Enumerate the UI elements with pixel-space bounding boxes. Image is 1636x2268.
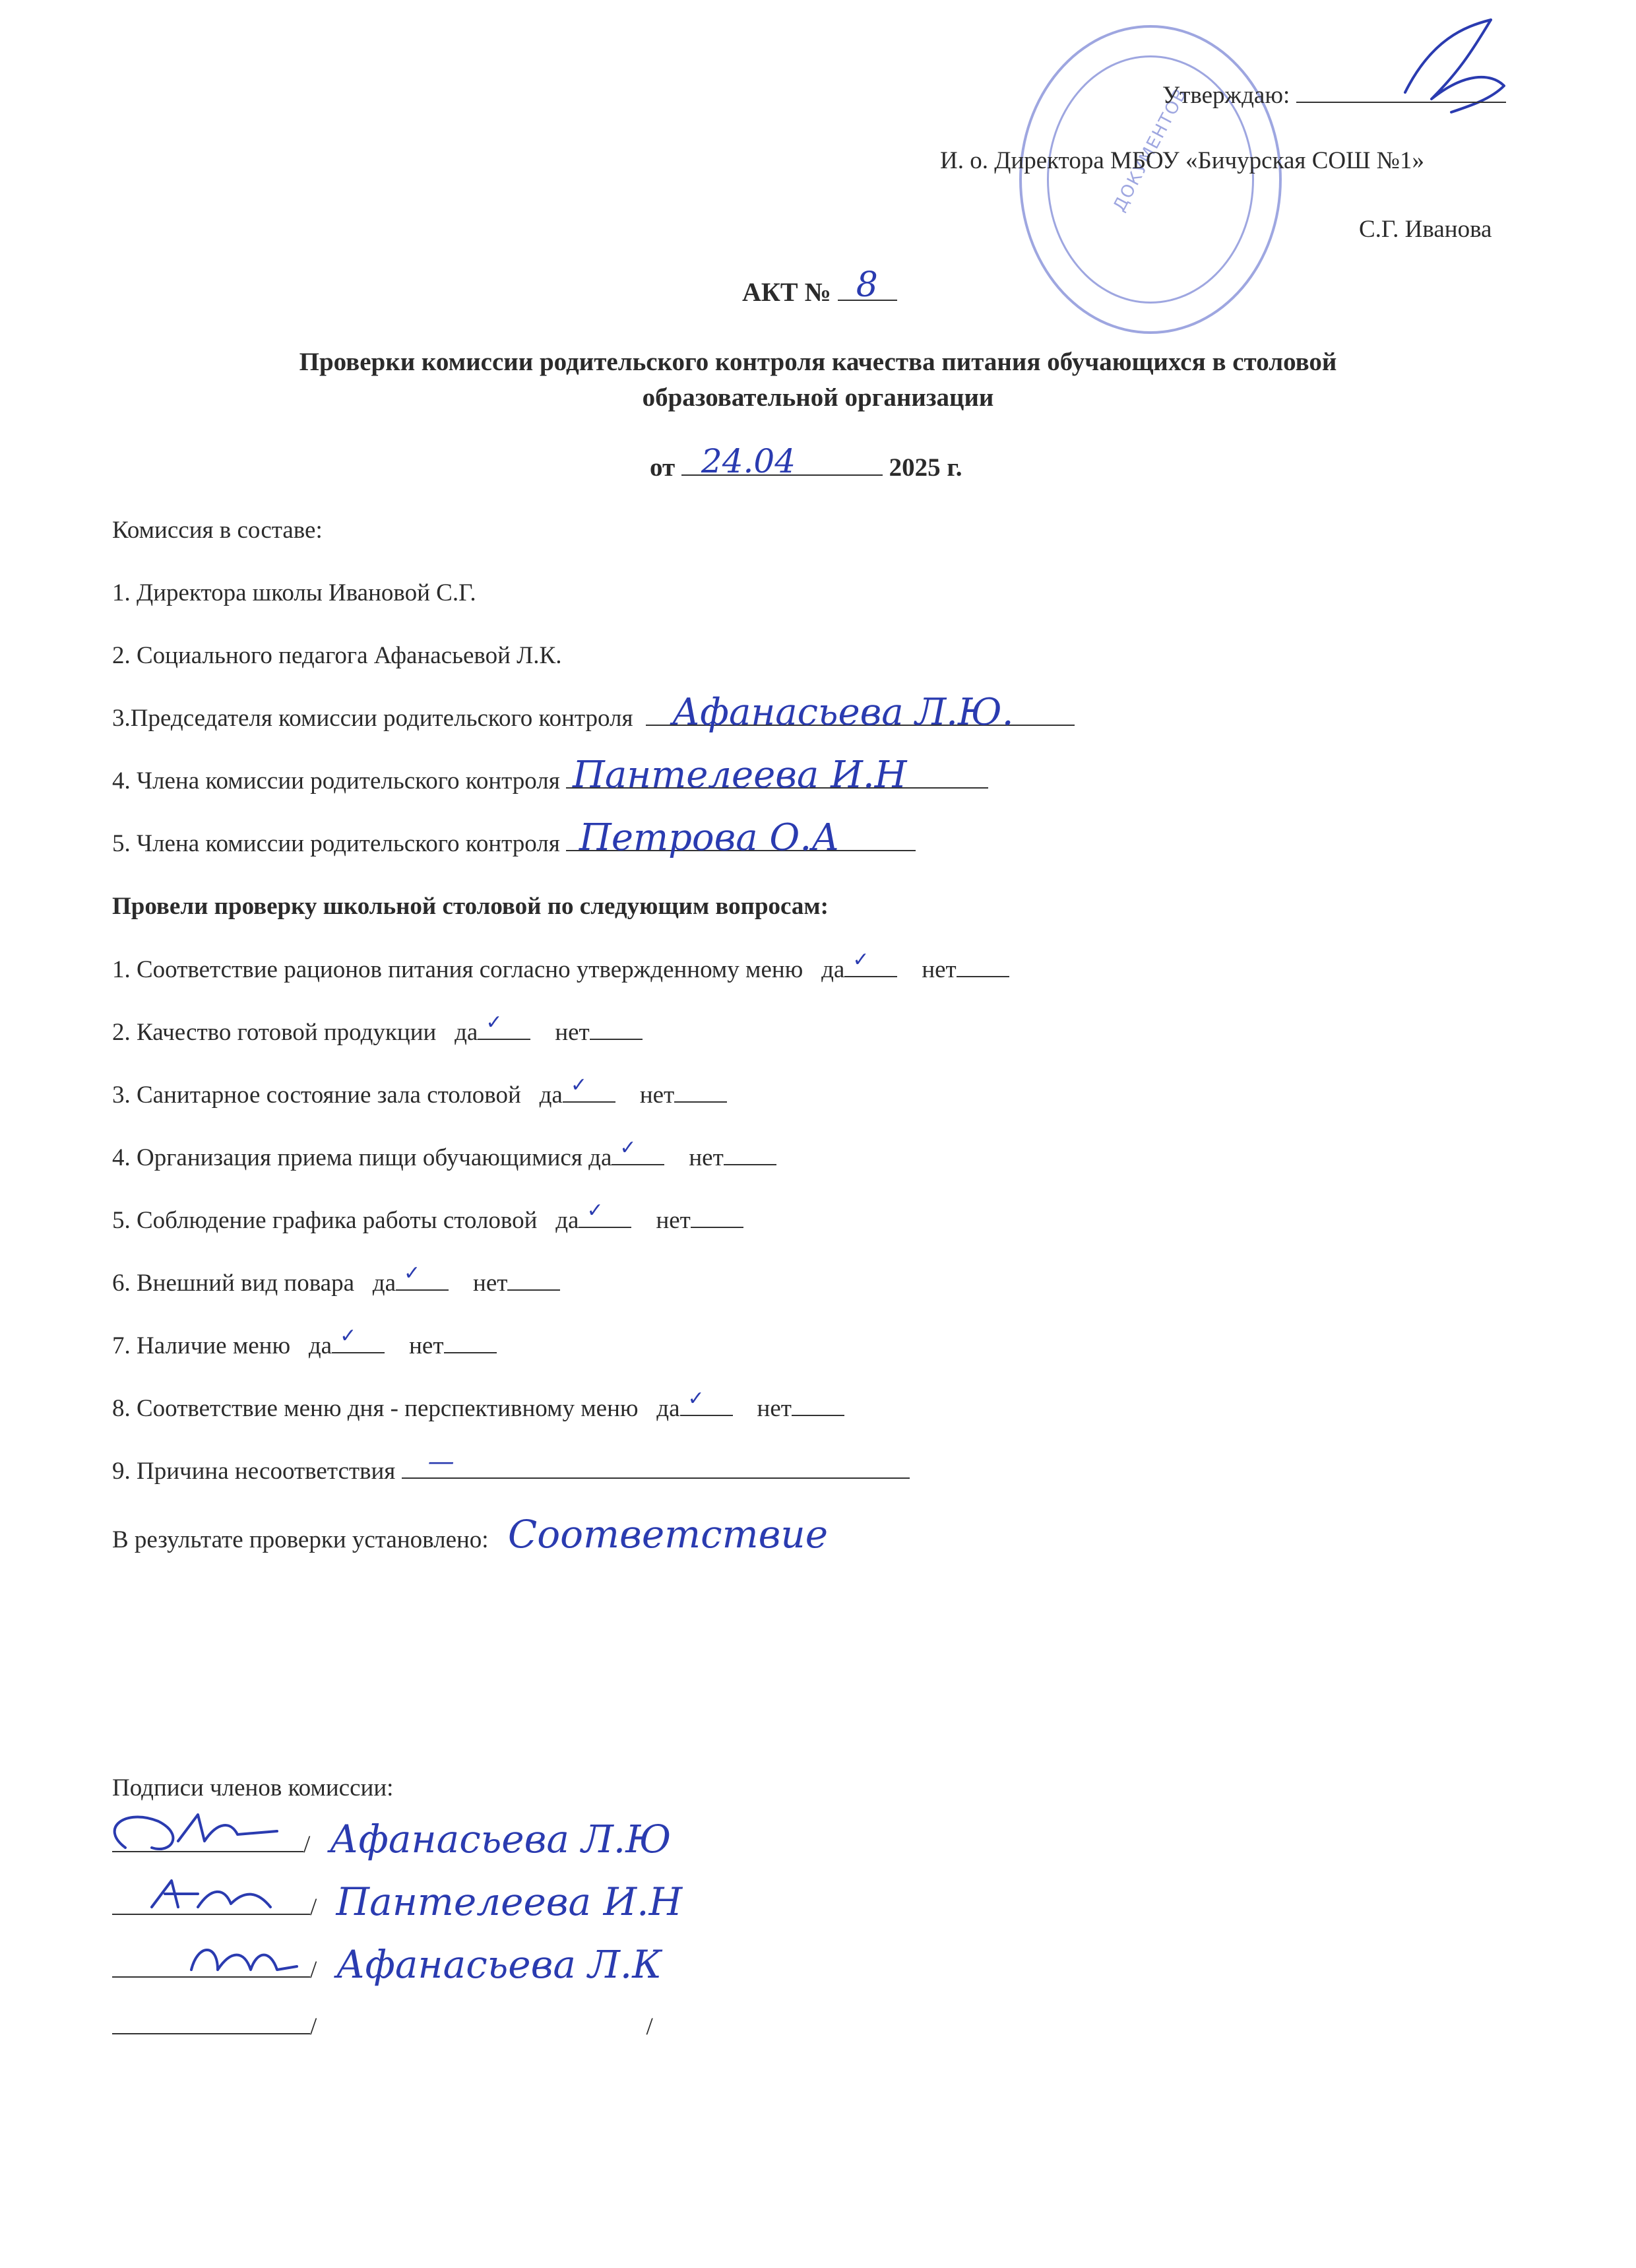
signature-name-1: Афанасьева Л.Ю bbox=[329, 1817, 672, 1862]
member-5-handwritten-name: Петрова О.А bbox=[579, 816, 840, 859]
check-mark-2: ✓ bbox=[486, 1011, 503, 1034]
check-mark-8: ✓ bbox=[687, 1387, 705, 1410]
commission-member-4: 4. Члена комиссии родительского контроля Пантелеева И.Н bbox=[112, 767, 988, 796]
commission-member-2: 2. Социального педагога Афанасьевой Л.К. bbox=[112, 642, 562, 669]
act-date: от 24.04 2025 г. bbox=[650, 442, 962, 482]
check-item-7: 7. Наличие меню да ✓ нет bbox=[112, 1332, 497, 1361]
director-name: С.Г. Иванова bbox=[1359, 216, 1492, 243]
check-mark-1: ✓ bbox=[852, 948, 869, 971]
check-item-6: 6. Внешний вид повара да ✓ нет bbox=[112, 1269, 560, 1298]
approve-label: Утверждаю: bbox=[1162, 81, 1506, 110]
stamp-text: ДОКУМЕНТОВ bbox=[1110, 84, 1191, 215]
signature-row-2: / Пантелеева И.Н bbox=[112, 1887, 682, 1922]
act-subtitle-line2: образовательной организации bbox=[642, 383, 994, 412]
signature-3 bbox=[178, 1930, 310, 1990]
commission-member-1: 1. Директора школы Ивановой С.Г. bbox=[112, 579, 476, 606]
act-title: АКТ № 8 bbox=[742, 276, 897, 307]
signature-2 bbox=[139, 1867, 290, 1927]
signatures-label: Подписи членов комиссии: bbox=[112, 1774, 394, 1801]
result-value: Соответствие bbox=[507, 1512, 829, 1557]
check-item-1: 1. Соответствие рационов питания согласно утвержденному меню да ✓ нет bbox=[112, 956, 1009, 985]
check-result: В результате проверки установлено: Соответствие bbox=[112, 1512, 829, 1557]
check-heading: Провели проверку школьной столовой по следующим вопросам: bbox=[112, 893, 829, 920]
approve-signature-line bbox=[1296, 81, 1506, 103]
check-item-5: 5. Соблюдение графика работы столовой да ✓ нет bbox=[112, 1206, 743, 1235]
commission-member-5: 5. Члена комиссии родительского контроля Петрова О.А bbox=[112, 829, 916, 859]
signature-name-3: Афанасьева Л.К bbox=[336, 1942, 662, 1987]
check-mark-4: ✓ bbox=[619, 1136, 637, 1159]
check-mark-6: ✓ bbox=[404, 1262, 421, 1285]
check-item-2: 2. Качество готовой продукции да ✓ нет bbox=[112, 1018, 643, 1047]
act-date-value: 24.04 bbox=[701, 442, 796, 480]
reason-value: — bbox=[427, 1446, 455, 1477]
member-3-handwritten-name: Афанасьева Л.Ю. bbox=[672, 691, 1014, 734]
director-position: И. о. Директора МБОУ «Бичурская СОШ №1» bbox=[940, 147, 1424, 174]
member-4-handwritten-name: Пантелеева И.Н bbox=[573, 754, 907, 796]
signature-row-3: / Афанасьева Л.К bbox=[112, 1950, 662, 1985]
signature-1 bbox=[99, 1801, 297, 1867]
check-mark-3: ✓ bbox=[570, 1074, 587, 1097]
signature-row-4: / / bbox=[112, 2013, 653, 2042]
check-item-3: 3. Санитарное состояние зала столовой да ✓ нет bbox=[112, 1081, 727, 1110]
check-reason: 9. Причина несоответствия — bbox=[112, 1457, 910, 1486]
commission-member-3: 3.Председателя комиссии родительского контроля Афанасьева Л.Ю. bbox=[112, 704, 1075, 733]
organization-stamp bbox=[1019, 25, 1282, 334]
check-mark-7: ✓ bbox=[340, 1324, 357, 1347]
signature-row-1: / Афанасьева Л.Ю bbox=[112, 1825, 671, 1860]
commission-label: Комиссия в составе: bbox=[112, 517, 323, 544]
signature-name-2: Пантелеева И.Н bbox=[336, 1879, 683, 1924]
check-item-4: 4. Организация приема пищи обучающимися да ✓ нет bbox=[112, 1144, 776, 1173]
act-subtitle-line1: Проверки комиссии родительского контроля качества питания обучающихся в столовой bbox=[299, 348, 1337, 376]
act-number: 8 bbox=[856, 265, 878, 305]
check-mark-5: ✓ bbox=[586, 1199, 604, 1222]
check-item-8: 8. Соответствие меню дня - перспективному меню да ✓ нет bbox=[112, 1394, 844, 1423]
